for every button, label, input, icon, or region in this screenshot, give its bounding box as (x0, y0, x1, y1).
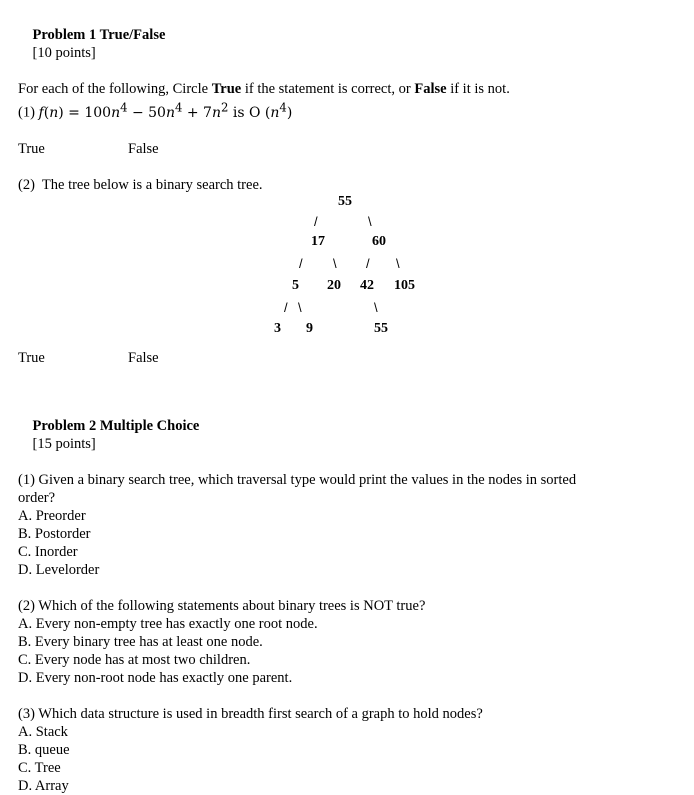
bst-diagram (18, 194, 682, 349)
formula-f: f (38, 104, 44, 121)
tree-node-60: 60 (372, 233, 386, 249)
problem1-points: [10 points] (32, 45, 96, 61)
instructions-prefix: For each of the following, Circle (18, 81, 212, 97)
problem1-q2-statement: (2) The tree below is a binary search tree. (18, 176, 263, 193)
formula-exp4: 4 (120, 100, 128, 114)
tree-edge-17-5: / (299, 255, 303, 271)
q1-false-option[interactable]: False (128, 140, 159, 157)
q2-true-option[interactable]: True (18, 349, 45, 366)
q1-true-option[interactable]: True (18, 140, 45, 157)
problem2-title: Problem 2 Multiple Choice (32, 417, 200, 434)
tree-edge-105-55: \ (374, 299, 378, 315)
p2-q3-option-d[interactable]: D. Array (18, 777, 69, 794)
tree-node-55-leaf: 55 (374, 320, 388, 336)
q1-answer-row (18, 140, 682, 158)
tree-edge-5-9: \ (298, 299, 302, 315)
p2-q2-option-b[interactable]: B. Every binary tree has at least one node. (18, 633, 263, 650)
instructions-true-word: True (211, 81, 242, 97)
p2-q1-option-a[interactable]: A. Preorder (18, 507, 86, 524)
p2-q2-option-d[interactable]: D. Every non-root node has exactly one parent. (18, 669, 293, 686)
formula-close: ) (286, 104, 293, 121)
instructions-suffix: if it is not. (446, 81, 510, 97)
p2-q3-option-b[interactable]: B. queue (18, 741, 70, 758)
p2-q3-option-a[interactable]: A. Stack (18, 723, 68, 740)
problem1-q1-statement (18, 98, 682, 122)
tree-edge-60-105: \ (396, 255, 400, 271)
p2-q3-option-c[interactable]: C. Tree (18, 759, 61, 776)
problem1-header (18, 8, 682, 80)
formula-n: n (49, 104, 59, 121)
p2-q1-option-b[interactable]: B. Postorder (18, 525, 91, 542)
problem2-header (18, 399, 682, 471)
tree-node-42: 42 (360, 277, 374, 293)
instructions-middle: if the statement is correct, or (241, 81, 415, 97)
formula-is: is O ( (228, 104, 271, 121)
tree-edge-5-3: / (284, 299, 288, 315)
formula-minus: − 50 (127, 104, 166, 121)
q2-answer-row (18, 349, 682, 367)
q1-number: (1) (18, 104, 35, 121)
tree-edge-17-20: \ (333, 255, 337, 271)
formula-n4: n (211, 104, 221, 121)
tree-edge-55-17: / (314, 213, 318, 229)
tree-node-5: 5 (292, 277, 299, 293)
tree-node-105: 105 (394, 277, 415, 293)
formula-n2: n (111, 104, 121, 121)
formula-plus: + 7 (182, 104, 212, 121)
p2-q1-option-c[interactable]: C. Inorder (18, 543, 78, 560)
tree-node-17: 17 (311, 233, 325, 249)
p2-q2-question: (2) Which of the following statements about binary trees is NOT true? (18, 597, 426, 614)
tree-node-20: 20 (327, 277, 341, 293)
formula-equals: = 100 (63, 104, 112, 121)
q2-false-option[interactable]: False (128, 349, 159, 366)
problem1-instructions (18, 80, 682, 98)
tree-node-9: 9 (306, 320, 313, 336)
tree-edge-60-42: / (366, 255, 370, 271)
tree-node-3: 3 (274, 320, 281, 336)
problem2-points: [15 points] (32, 435, 96, 452)
q1-formula: $f(n) = 100n^4 - 50n^4 + 7n^2$ is O $(n^4)$ (38, 100, 293, 121)
instructions-false-word: False (414, 81, 447, 97)
tree-edge-55-60: \ (368, 213, 372, 229)
p2-q1-question-line1: (1) Given a binary search tree, which traversal type would print the values in the nodes in sorted (18, 471, 577, 488)
tree-node-55-root: 55 (338, 193, 352, 209)
formula-n3: n (165, 104, 175, 121)
formula-exp4b: 4 (175, 100, 183, 114)
formula-exp2: 2 (221, 100, 229, 114)
p2-q3-question: (3) Which data structure is used in breadth first search of a graph to hold nodes? (18, 705, 483, 722)
p2-q2-option-c[interactable]: C. Every node has at most two children. (18, 651, 251, 668)
problem1-title: Problem 1 True/False (32, 27, 166, 43)
p2-q2-option-a[interactable]: A. Every non-empty tree has exactly one root node. (18, 615, 318, 632)
formula-exp4c: 4 (279, 100, 287, 114)
p2-q1-option-d[interactable]: D. Levelorder (18, 561, 100, 578)
exam-page (18, 8, 682, 795)
p2-q1-question-line2: order? (18, 489, 56, 506)
formula-n5: n (270, 104, 280, 121)
